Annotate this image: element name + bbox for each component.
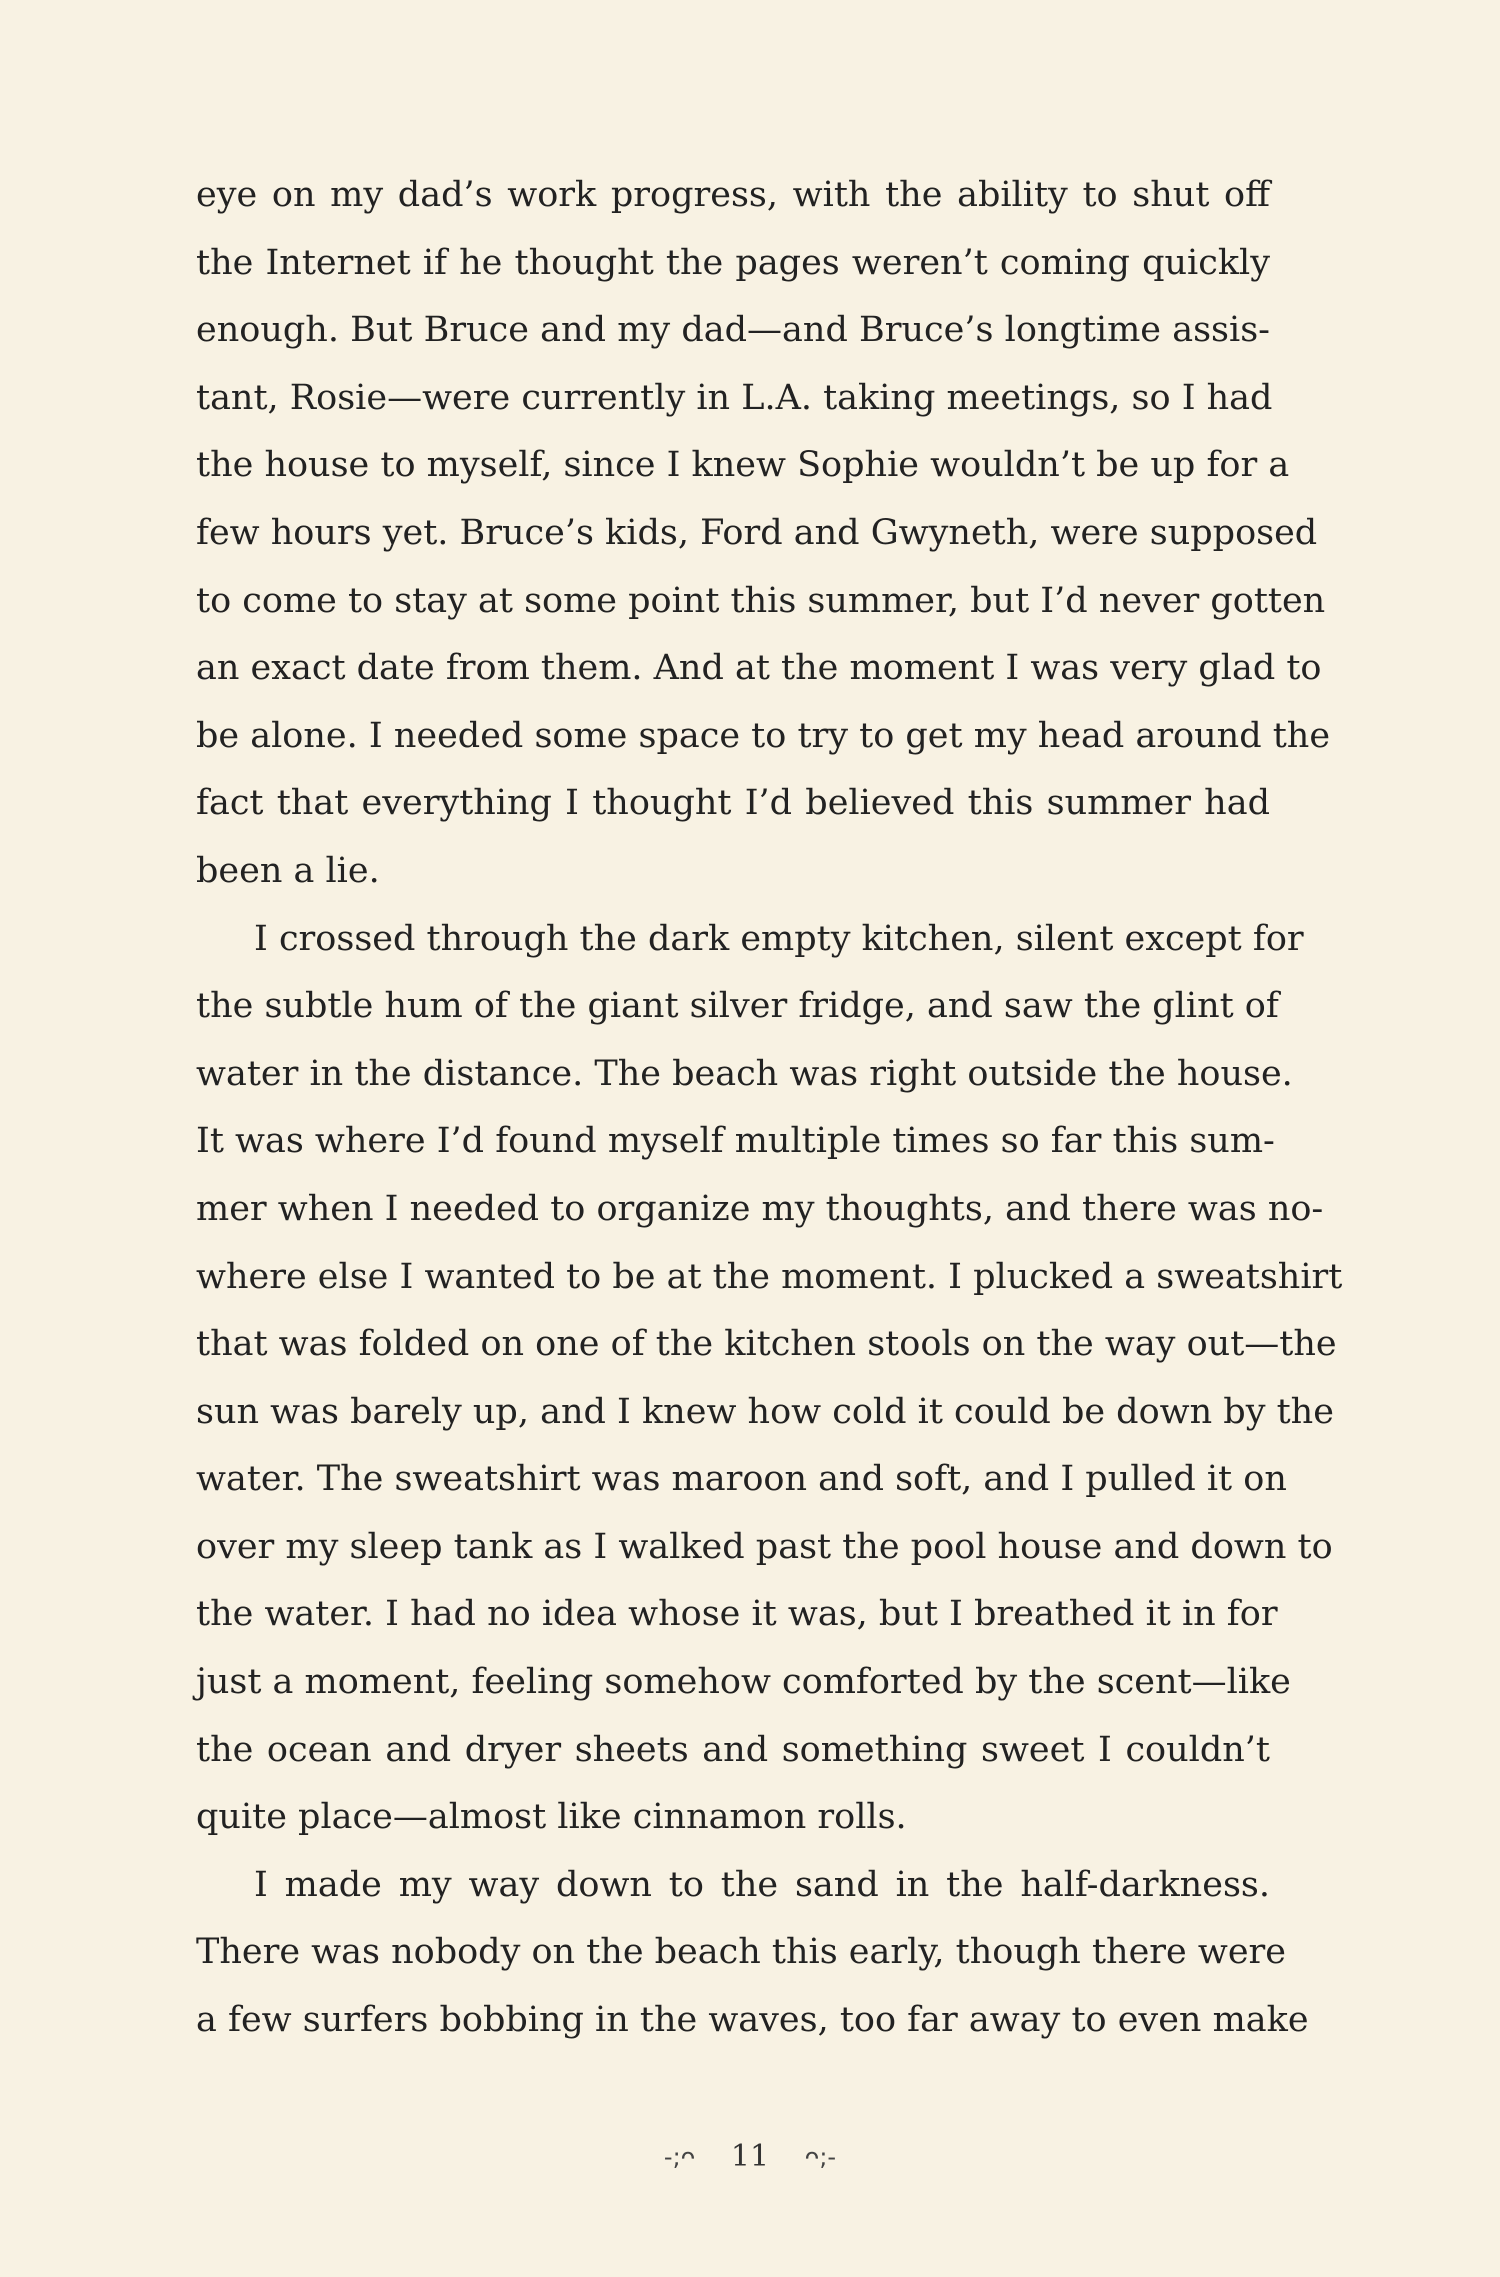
paragraph-3	[196, 1852, 1309, 2055]
page-number: 11	[730, 2139, 770, 2174]
text-line: a few surfers bobbing in the waves, too far away to even make	[196, 2000, 1309, 2041]
text-line: that was folded on one of the kitchen stools on the way out—the	[196, 1324, 1337, 1365]
body-text	[196, 162, 1343, 2055]
text-line: sun was barely up, and I knew how cold it could be down by the	[196, 1391, 1334, 1432]
text-line: few hours yet. Bruce’s kids, Ford and Gwyneth, were supposed	[196, 512, 1318, 553]
text-line: the ocean and dryer sheets and something sweet I couldn’t	[196, 1729, 1270, 1770]
text-line: the water. I had no idea whose it was, but I breathed it in for	[196, 1594, 1278, 1635]
text-line: eye on my dad’s work progress, with the ability to shut off	[196, 175, 1270, 215]
paragraph-1	[196, 162, 1331, 906]
text-line: been a lie.	[196, 850, 380, 891]
text-line: It was where I’d found myself multiple times so far this sum-	[196, 1121, 1275, 1162]
text-line: the Internet if he thought the pages weren’t coming quickly	[196, 242, 1270, 283]
text-line: mer when I needed to organize my thoughts, and there was no-	[196, 1188, 1324, 1229]
text-line: water. The sweatshirt was maroon and soft, and I pulled it on	[196, 1459, 1287, 1500]
text-line: There was nobody on the beach this early, though there were	[196, 1932, 1286, 1973]
left-ornament-icon: -;ᴖ	[663, 2143, 696, 2171]
text-line: where else I wanted to be at the moment. I plucked a sweatshirt	[196, 1256, 1343, 1297]
paragraph-2	[196, 906, 1343, 1852]
text-line: enough. But Bruce and my dad—and Bruce’s longtime assis-	[196, 310, 1270, 351]
right-ornament-icon: ᴖ;-	[804, 2143, 837, 2171]
text-line: tant, Rosie—were currently in L.A. taking meetings, so I had	[196, 377, 1273, 418]
text-line: fact that everything I thought I’d believed this summer had	[196, 783, 1270, 824]
text-line: an exact date from them. And at the moment I was very glad to	[196, 648, 1322, 689]
text-line: water in the distance. The beach was right outside the house.	[196, 1053, 1293, 1094]
text-line: be alone. I needed some space to try to get my head around the	[196, 715, 1331, 756]
text-line: over my sleep tank as I walked past the pool house and down to	[196, 1526, 1333, 1567]
page-footer	[0, 2126, 1500, 2187]
text-line: quite place—almost like cinnamon rolls.	[196, 1797, 907, 1838]
text-line: the subtle hum of the giant silver fridge, and saw the glint of	[196, 986, 1279, 1027]
text-line: the house to myself, since I knew Sophie wouldn’t be up for a	[196, 445, 1290, 486]
text-line: just a moment, feeling somehow comforted by the scent—like	[196, 1662, 1291, 1703]
text-line: I crossed through the dark empty kitchen, silent except for	[254, 918, 1304, 959]
text-line: I made my way down to the sand in the half-darkness.	[254, 1864, 1270, 1905]
text-line: to come to stay at some point this summer, but I’d never gotten	[196, 580, 1326, 621]
